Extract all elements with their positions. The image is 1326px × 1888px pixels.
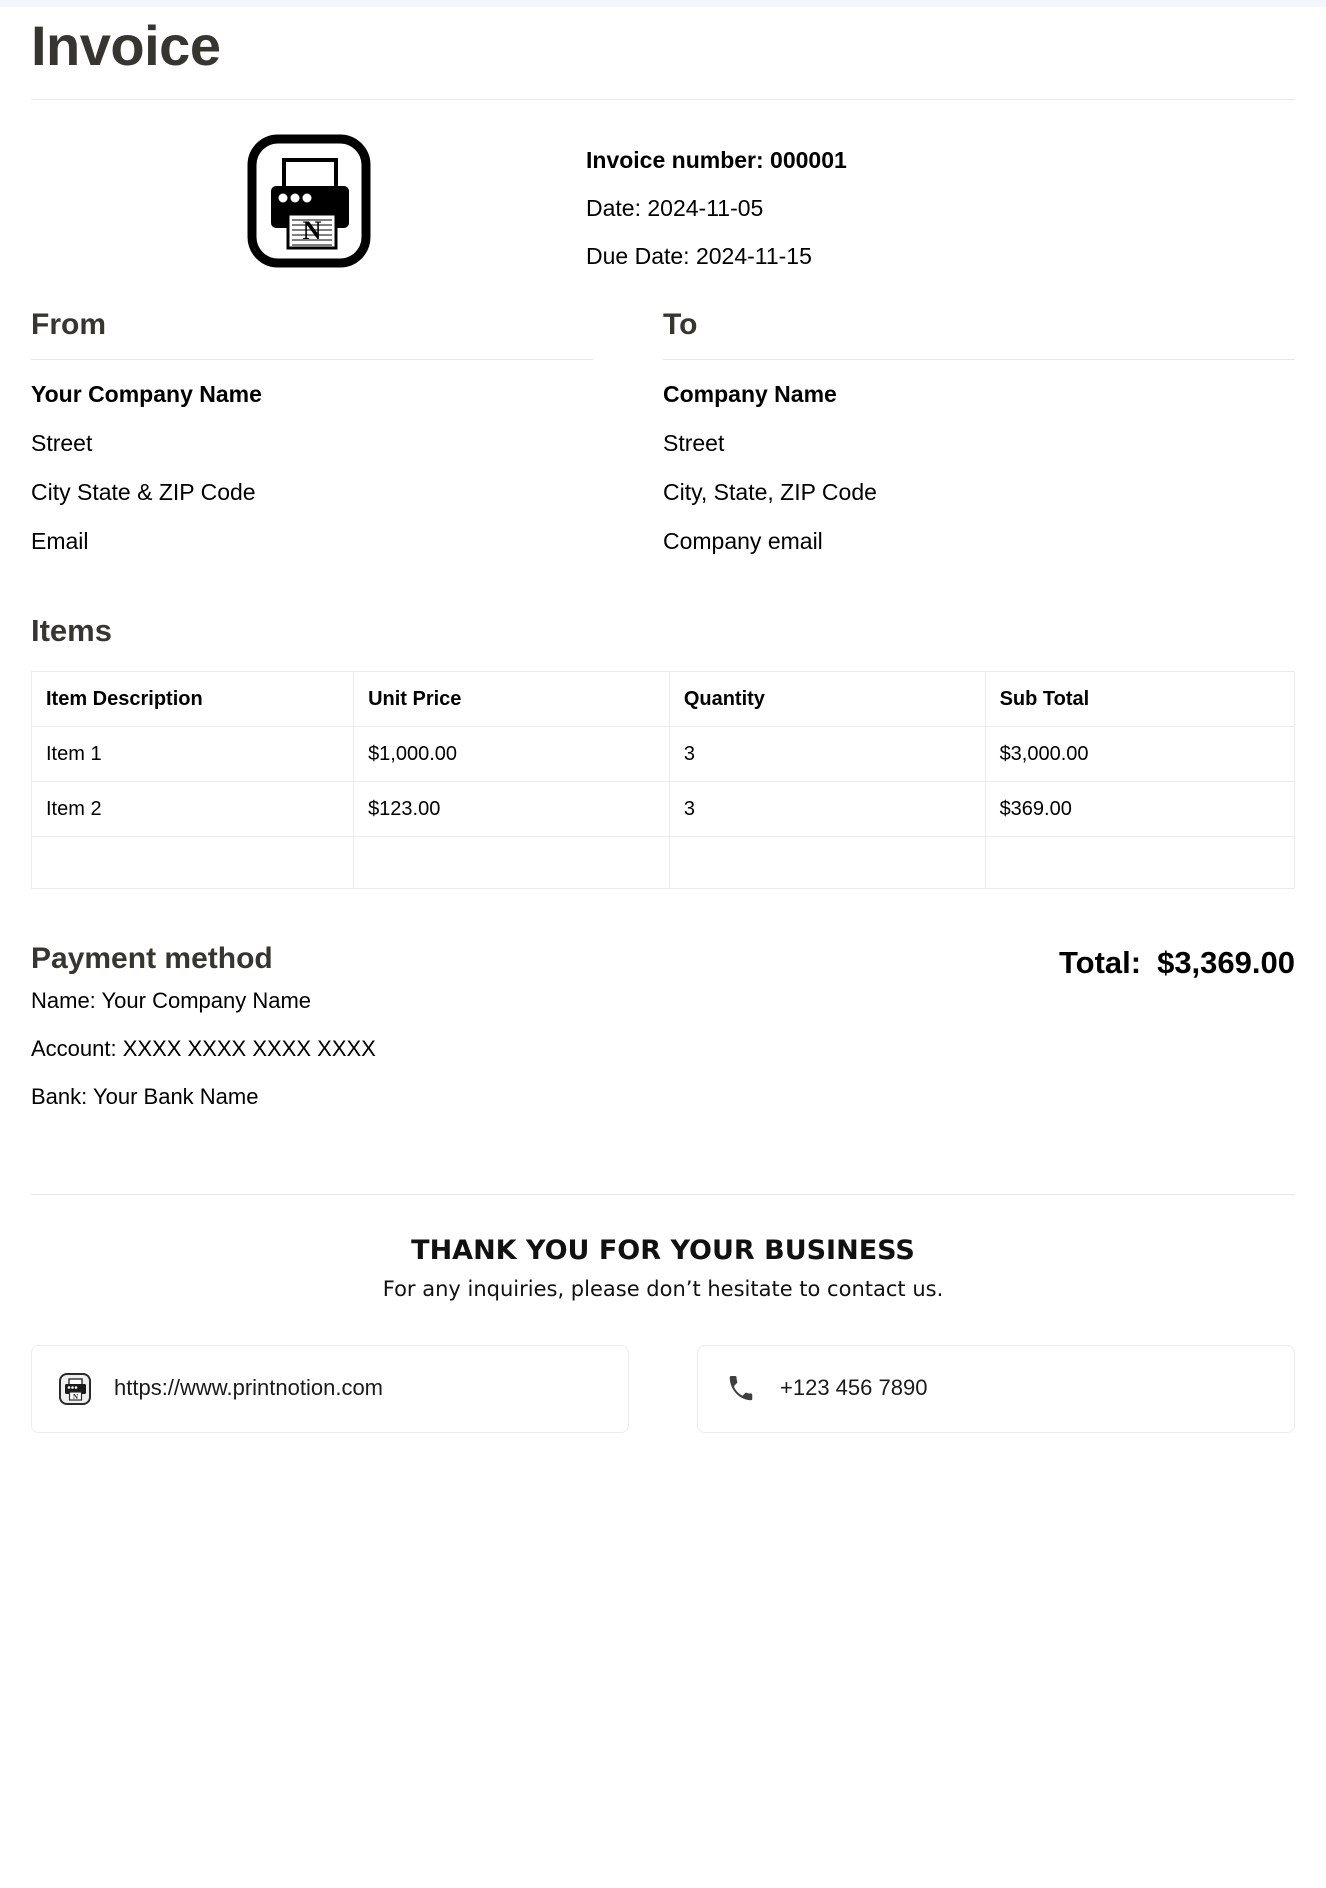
from-company: Your Company Name [31, 380, 262, 407]
to-heading: To [663, 308, 698, 342]
invoice-page [0, 7, 1326, 1469]
svg-text:N: N [72, 1392, 79, 1401]
column-header-sub-total: Sub Total [985, 671, 1294, 726]
invoice-number: Invoice number: 000001 [586, 146, 847, 173]
column-header-unit-price: Unit Price [354, 671, 670, 726]
printer-small-icon [56, 1370, 94, 1408]
footer-divider [31, 1194, 1295, 1195]
cell-unit-price[interactable] [354, 836, 670, 888]
thank-you-subtitle: For any inquiries, please don’t hesitate to contact us. [382, 1277, 944, 1302]
column-header-quantity: Quantity [669, 671, 985, 726]
cell-unit-price[interactable]: $1,000.00 [354, 726, 670, 781]
table-row[interactable] [32, 726, 1295, 781]
items-heading: Items [31, 613, 112, 649]
invoice-date: Date: 2024-11-05 [586, 194, 764, 221]
contact-row [31, 1345, 1295, 1469]
phone-contact-box[interactable] [697, 1345, 1295, 1433]
table-row[interactable] [32, 781, 1295, 836]
phone-icon [722, 1370, 760, 1408]
to-divider [663, 359, 1295, 360]
to-email: Company email [663, 527, 823, 554]
total-block [1059, 941, 1295, 981]
payment-name: Name: Your Company Name [31, 987, 312, 1013]
title-row [31, 7, 1295, 99]
cell-sub-total[interactable]: $3,000.00 [985, 726, 1294, 781]
cell-quantity[interactable]: 3 [669, 726, 985, 781]
svg-text:N: N [302, 215, 321, 245]
from-heading: From [31, 308, 106, 342]
from-block [31, 308, 663, 553]
table-row-empty[interactable] [32, 836, 1295, 888]
total-value: $3,369.00 [1157, 944, 1295, 980]
parties-row [31, 308, 1295, 613]
invoice-due-date: Due Date: 2024-11-15 [586, 242, 812, 269]
cell-description[interactable] [32, 836, 354, 888]
printer-logo-icon [247, 134, 371, 268]
logo-column [31, 132, 586, 268]
website-contact-box[interactable] [31, 1345, 629, 1433]
thank-you-block [31, 1235, 1295, 1345]
cell-unit-price[interactable]: $123.00 [354, 781, 670, 836]
page-title: Invoice [31, 14, 221, 77]
column-header-description: Item Description [32, 671, 354, 726]
total-label: Total: [1059, 944, 1142, 980]
from-street: Street [31, 429, 93, 456]
items-table [31, 671, 1295, 889]
payment-method-heading: Payment method [31, 941, 273, 975]
cell-quantity[interactable] [669, 836, 985, 888]
cell-description[interactable]: Item 1 [32, 726, 354, 781]
payment-row [31, 941, 1295, 1194]
top-accent-strip [0, 0, 1326, 7]
to-company: Company Name [663, 380, 837, 407]
table-header-row [32, 671, 1295, 726]
invoice-meta [586, 132, 1295, 268]
payment-account: Account: XXXX XXXX XXXX XXXX [31, 1035, 376, 1061]
items-section [31, 613, 1295, 941]
cell-quantity[interactable]: 3 [669, 781, 985, 836]
payment-bank: Bank: Your Bank Name [31, 1083, 259, 1109]
to-street: Street [663, 429, 725, 456]
from-city-state-zip: City State & ZIP Code [31, 478, 256, 505]
website-url[interactable]: https://www.printnotion.com [114, 1375, 384, 1401]
to-block [663, 308, 1295, 553]
cell-sub-total[interactable]: $369.00 [985, 781, 1294, 836]
phone-number[interactable]: +123 456 7890 [780, 1375, 928, 1401]
cell-description[interactable]: Item 2 [32, 781, 354, 836]
from-divider [31, 359, 593, 360]
to-city-state-zip: City, State, ZIP Code [663, 478, 877, 505]
cell-sub-total[interactable] [985, 836, 1294, 888]
invoice-header [31, 100, 1295, 308]
payment-method-block [31, 941, 1059, 1108]
thank-you-title: THANK YOU FOR YOUR BUSINESS [411, 1235, 915, 1266]
from-email: Email [31, 527, 89, 554]
